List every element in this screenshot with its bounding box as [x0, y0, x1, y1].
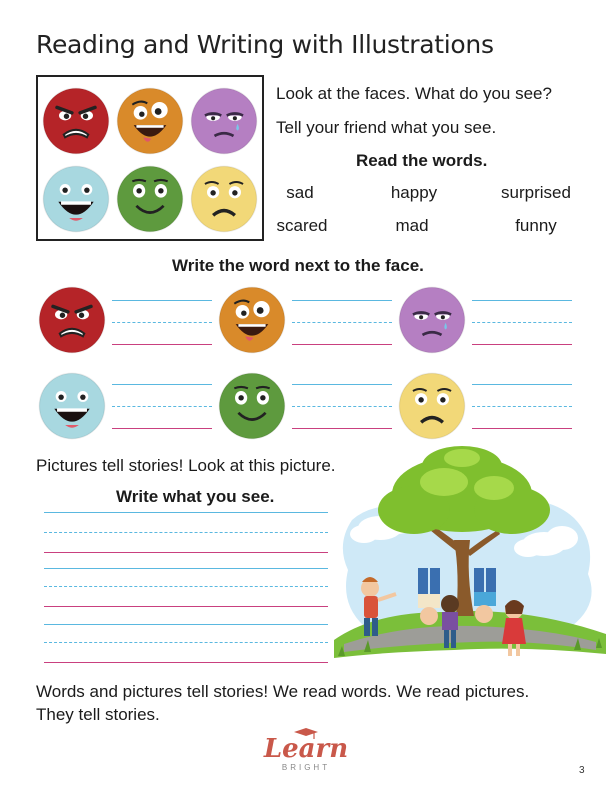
sad-face-icon — [190, 87, 258, 155]
intro-line-1: Look at the faces. What do you see? — [276, 84, 552, 103]
sad-face-icon — [398, 286, 466, 354]
page-title: Reading and Writing with Illustrations — [36, 30, 494, 59]
picture-intro: Pictures tell stories! Look at this picture. — [36, 456, 336, 475]
closing-line-1: Words and pictures tell stories! We read words. We read pictures. — [36, 682, 530, 701]
story-writing-lines[interactable] — [44, 512, 328, 667]
scared-face-icon — [190, 165, 258, 233]
answer-lines[interactable] — [472, 384, 572, 430]
happy-face-icon — [218, 286, 286, 354]
mad-face-icon — [38, 286, 106, 354]
surprised-face-icon — [116, 165, 184, 233]
surprised-face-icon — [218, 372, 286, 440]
answer-lines[interactable] — [292, 384, 392, 430]
write-see-heading: Write what you see. — [116, 487, 275, 506]
word-surprised: surprised — [501, 183, 571, 202]
face-grid — [36, 75, 264, 241]
word-scared: scared — [276, 216, 328, 235]
learn-bright-logo — [256, 726, 356, 774]
logo-name: Learn — [263, 734, 349, 764]
answer-lines[interactable] — [292, 300, 392, 346]
closing-line-2: They tell stories. — [36, 705, 160, 724]
logo-sub: BRIGHT — [281, 763, 331, 772]
answer-lines[interactable] — [112, 384, 212, 430]
answer-lines[interactable] — [112, 300, 212, 346]
playground-illustration — [334, 444, 606, 672]
word-happy: happy — [390, 183, 438, 202]
page-number: 3 — [579, 765, 585, 776]
word-mad: mad — [395, 216, 429, 235]
mad-face-icon — [42, 87, 110, 155]
word-funny: funny — [515, 216, 557, 235]
read-words-heading: Read the words. — [356, 151, 488, 170]
intro-line-2: Tell your friend what you see. — [276, 118, 497, 137]
funny-face-icon — [38, 372, 106, 440]
happy-face-icon — [116, 87, 184, 155]
answer-lines[interactable] — [472, 300, 572, 346]
write-word-heading: Write the word next to the face. — [172, 256, 424, 275]
funny-face-icon — [42, 165, 110, 233]
word-sad: sad — [286, 183, 314, 202]
scared-face-icon — [398, 372, 466, 440]
